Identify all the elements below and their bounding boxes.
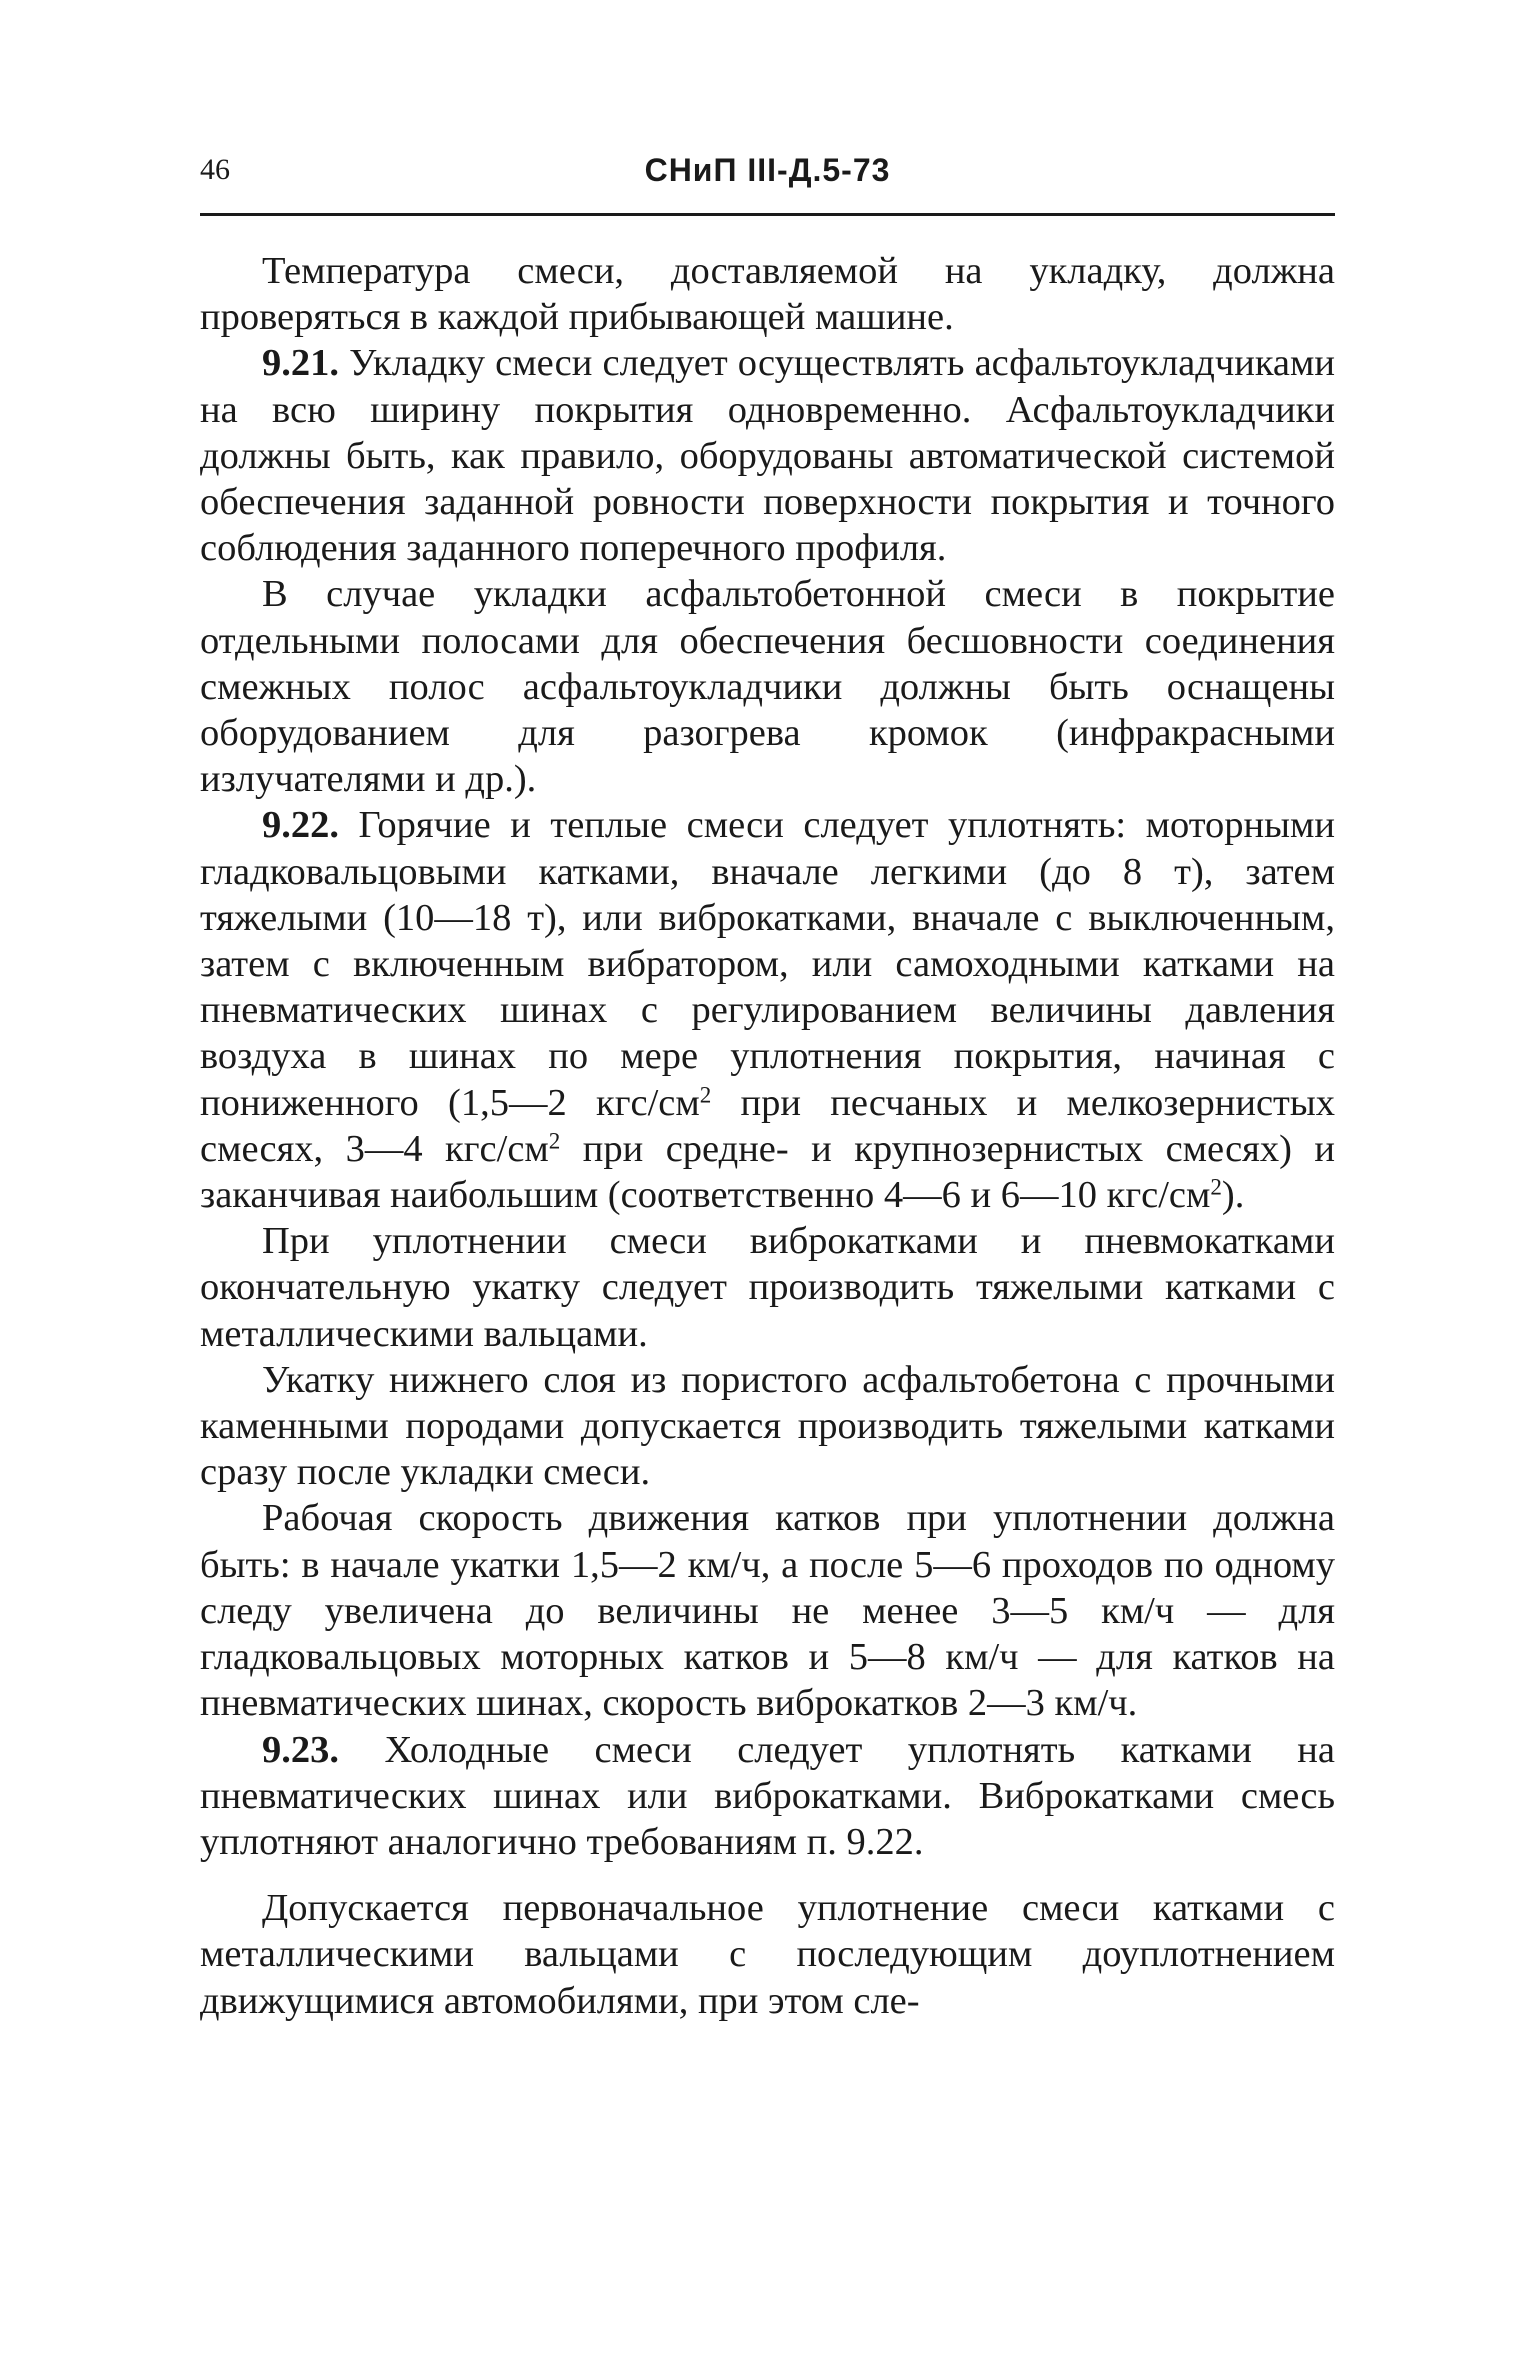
header-rule — [200, 213, 1335, 216]
paragraph-9-23: 9.23. Холодные смеси следует уплотнять катками на пневматических шинах или виброкатками. Виброкатками смесь уплотняют аналогично требованиям п. 9.22. — [200, 1728, 1335, 1863]
body-text — [200, 248, 1335, 2024]
superscript: 2 — [548, 1127, 561, 1154]
page-number: 46 — [200, 153, 230, 186]
superscript: 2 — [699, 1080, 712, 1107]
section-number: 9.22. — [262, 804, 339, 847]
paragraph-porous-layer: Укатку нижнего слоя из пористого асфальтобетона с прочными каменными породами допускается производить тяжелыми катками сразу после укладки смеси. — [200, 1358, 1335, 1494]
paragraph-9-21: 9.21. Укладку смеси следует осуществлять асфальтоукладчиками на всю ширину покрытия одновременно. Асфальтоукладчики должны быть, как правило, оборудованы автоматической системой обеспечения заданной ровности поверхности покрытия и точного соблюдения заданного поперечного профиля. — [200, 342, 1335, 570]
superscript: 2 — [1210, 1173, 1222, 1200]
page-header — [200, 150, 1335, 190]
paragraph-final-rolling: При уплотнении смеси виброкатками и пневмокатками окончательную укатку следует производить тяжелыми катками с металлическими вальцами. — [200, 1220, 1335, 1355]
section-number: 9.21. — [262, 342, 339, 385]
section-number: 9.23. — [262, 1728, 339, 1771]
paragraph-initial-compaction: Допускается первоначальное уплотнение смеси катками с металлическими вальцами с последующим доуплотнением движущимися автомобилями, при этом сле- — [200, 1887, 1335, 2022]
paragraph-strip-laying: В случае укладки асфальтобетонной смеси в покрытие отдельными полосами для обеспечения бесшовности соединения смежных полос асфальтоукладчики должны быть оснащены оборудованием для разогрева кромок (инфракрасными излучателями и др.). — [200, 573, 1335, 801]
paragraph-roller-speed: Рабочая скорость движения катков при уплотнении должна быть: в начале укатки 1,5—2 км/ч, а после 5—6 проходов по одному следу увеличена до величины не менее 3—5 км/ч — для гладковальцовых моторных катков и 5—8 км/ч — для катков на пневматических шинах, скорость виброкатков 2—3 км/ч. — [200, 1497, 1335, 1725]
running-title: СНиП III-Д.5-73 — [644, 152, 891, 188]
paragraph-9-22: 9.22. Горячие и теплые смеси следует уплотнять: моторными гладковальцовыми катками, вначале легкими (до 8 т), затем тяжелыми (10—18 т), или виброкатками, вначале с выключенным, затем с включенным вибратором, или самоходными катками на пневматических шинах с регулированием величины давления воздуха в шинах по мере уплотнения покрытия, начиная с пониженного (1,5—2 кгс/$см^2$ при песчаных и мелкозернистых смесях, 3—4 кгс/$см^2$ при средне- и крупнозернистых смесях) и заканчивая наибольшим (соответственно 4—6 и 6—10 кгс/$см^2$). — [200, 804, 1335, 1217]
paragraph-temperature: Температура смеси, доставляемой на укладку, должна проверяться в каждой прибывающей машине. — [200, 250, 1335, 339]
